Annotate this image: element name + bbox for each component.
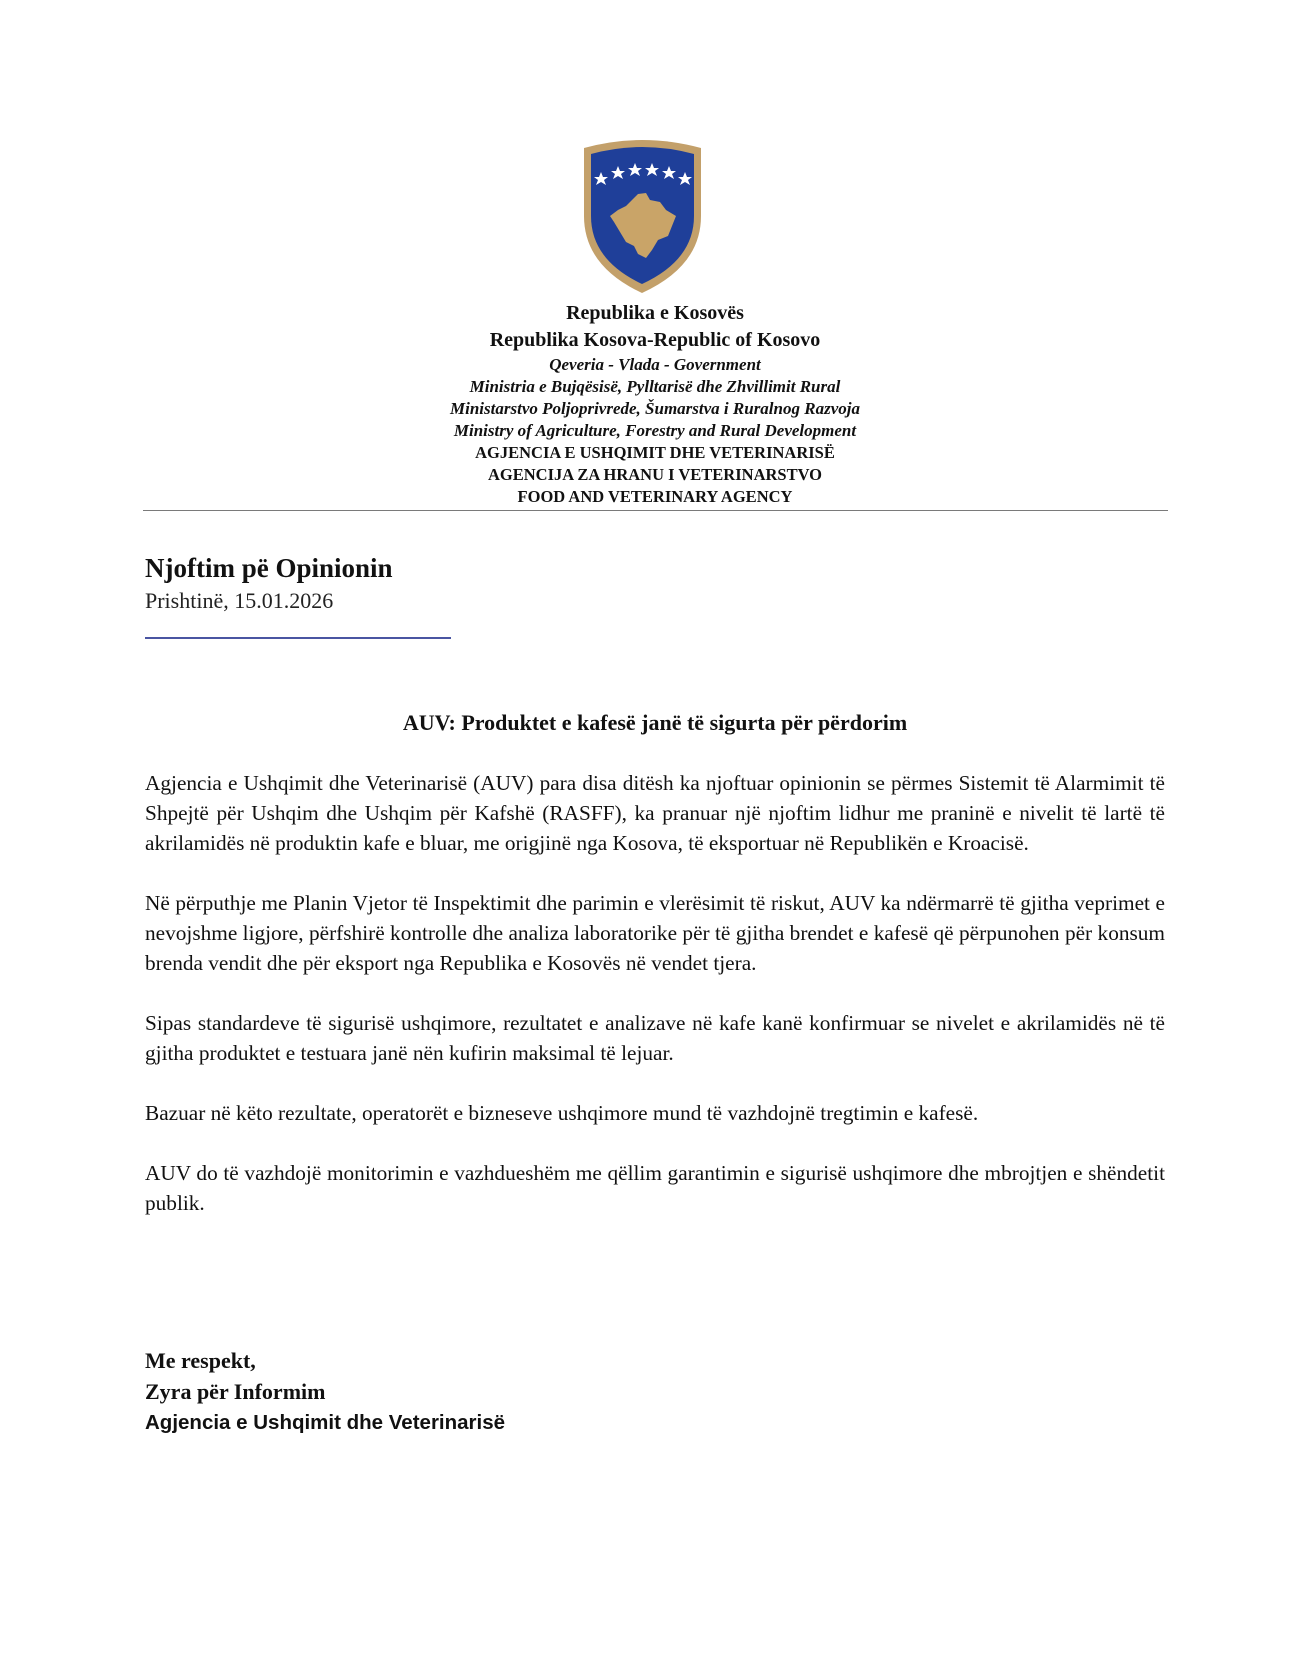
letterhead-government: Qeveria - Vlada - Government <box>549 355 761 374</box>
paragraph-business-continuation: Bazuar në këto rezultate, operatorët e bizneseve ushqimore mund të vazhdojnë tregtimin e kafesë. <box>145 1101 979 1125</box>
paragraph-analysis-results: Sipas standardeve të sigurisë ushqimore, rezultatet e analizave në kafe kanë konfirmuar se nivelet e akrilamidës në të gjitha produktet e testuara janë nën kufirin maksimal të lejuar. <box>145 1011 1165 1065</box>
paragraph-monitoring: AUV do të vazhdojë monitorimin e vazhdueshëm me qëllim garantimin e sigurisë ushqimore dhe mbrojtjen e shëndetit publik. <box>145 1161 1165 1215</box>
letterhead-ministry-serbian: Ministarstvo Poljoprivrede, Šumarstva i Ruralnog Razvoja <box>450 399 860 418</box>
signature-agency: Agjencia e Ushqimit dhe Veterinarisë <box>145 1411 506 1434</box>
article-body <box>145 768 1165 1248</box>
notice-title: Njoftim pë Opinionin <box>145 553 393 583</box>
letterhead-republic-serbian-english: Republika Kosova-Republic of Kosovo <box>489 329 821 351</box>
letterhead-ministry-english: Ministry of Agriculture, Forestry and Rural Development <box>453 421 857 440</box>
kosovo-coat-of-arms-icon <box>580 136 705 296</box>
letterhead-ministry-albanian: Ministria e Bujqësisë, Pylltarisë dhe Zhvillimit Rural <box>469 377 841 396</box>
letterhead-agency-albanian: AGJENCIA E USHQIMIT DHE VETERINARISË <box>475 443 835 462</box>
letterhead <box>0 300 1290 508</box>
paragraph-rasff-notification: Agjencia e Ushqimit dhe Veterinarisë (AUV) para disa ditësh ka njoftuar opinionin se përmes Sistemit të Alarmimit të Shpejtë për Ushqim dhe Ushqim për Kafshë (RASFF), ka pranuar një njoftim lidhur me praninë e nivelit të lartë të akrilamidës në produktin kafe e bluar, me origjinë nga Kosova, të eksportuar në Republikën e Kroacisë. <box>145 771 1165 855</box>
signature-block <box>145 1345 505 1438</box>
letterhead-agency-serbian: AGENCIJA ZA HRANU I VETERINARSTVO <box>487 465 822 484</box>
title-underline-divider <box>145 637 451 639</box>
letterhead-divider <box>143 510 1168 511</box>
letterhead-agency-english: FOOD AND VETERINARY AGENCY <box>517 487 793 506</box>
place-date: Prishtinë, 15.01.2026 <box>145 588 334 613</box>
paragraph-inspection-actions: Në përputhje me Planin Vjetor të Inspektimit dhe parimin e vlerësimit të riskut, AUV ka ndërmarrë të gjitha veprimet e nevojshme ligjore, përfshirë kontrolle dhe analiza laboratorike për të gjitha brendet e kafesë që përpunohen për konsum brenda vendit dhe për eksport nga Republika e Kosovës në vendet tjera. <box>145 891 1165 975</box>
signature-office: Zyra për Informim <box>145 1379 326 1404</box>
article-headline: AUV: Produktet e kafesë janë të sigurta për përdorim <box>402 710 908 735</box>
salutation: Me respekt, <box>145 1348 256 1373</box>
letterhead-republic-albanian: Republika e Kosovës <box>566 302 744 324</box>
